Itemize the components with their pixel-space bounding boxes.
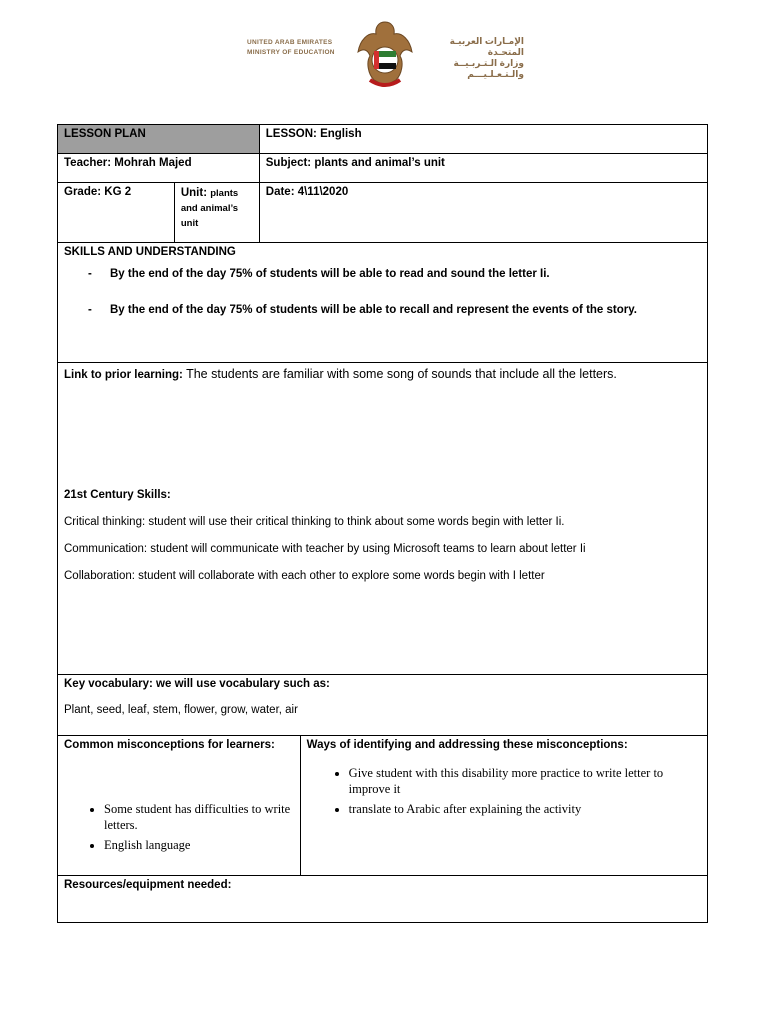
row-grade (58, 183, 708, 243)
ministry-name-arabic-line: وزارة الـتـربـيــة والـتـعـلـيـــم (453, 58, 524, 79)
row-teacher (58, 154, 708, 183)
country-name-arabic: الإمـارات العربيـة المتحـدة (449, 36, 524, 57)
lesson-cell: LESSON: English (259, 125, 707, 154)
ministry-name-english (247, 38, 335, 58)
subject-cell: Subject: plants and animal’s unit (259, 154, 707, 183)
ministry-name: MINISTRY OF EDUCATION (247, 49, 335, 56)
lesson-plan-table (57, 124, 708, 923)
misconceptions-cell (58, 736, 301, 876)
prior-learning-text: The students are familiar with some song of sounds that include all the letters. (186, 367, 617, 381)
resources-cell: Resources/equipment needed: (58, 876, 708, 923)
ways-item: • Give student with this disability more practice to write letter to improve it (349, 765, 701, 797)
skill-item: - By the end of the day 75% of students will be able to recall and represent the events of the story. (64, 304, 701, 316)
ways-list (307, 765, 701, 817)
collaboration-text: Collaboration: student will collaborate with each other to explore some words begin with I letter (64, 570, 545, 582)
skills-cell (58, 243, 708, 363)
ways-cell (300, 736, 707, 876)
unit-cell (174, 183, 259, 243)
ways-title: Ways of identifying and addressing these misconceptions: (306, 739, 628, 751)
ministry-name-arabic (428, 36, 524, 80)
row-lesson (58, 125, 708, 154)
row-misconceptions (58, 736, 708, 876)
critical-thinking-text: Critical thinking: student will use their critical thinking to think about some words begin with letter Ii. (64, 516, 565, 528)
prior-learning-line (64, 367, 701, 381)
country-name: UNITED ARAB EMIRATES (247, 39, 333, 46)
unit-label: Unit: (180, 187, 208, 199)
skills-list (64, 268, 701, 316)
misconception-item: • Some student has difficulties to write letters. (104, 801, 294, 833)
vocabulary-list: Plant, seed, leaf, stem, flower, grow, water, air (64, 704, 298, 716)
vocabulary-title: Key vocabulary: we will use vocabulary such as: (64, 678, 330, 690)
prior-learning-label: Link to prior learning: (64, 369, 183, 381)
date-cell: Date: 4\11\2020 (259, 183, 707, 243)
teacher-cell: Teacher: Mohrah Majed (58, 154, 260, 183)
skill-item: - By the end of the day 75% of students will be able to read and sound the letter Ii. (64, 268, 701, 280)
lesson-plan-cell: LESSON PLAN (58, 125, 260, 154)
row-skills (58, 243, 708, 363)
misconceptions-title: Common misconceptions for learners: (64, 739, 275, 751)
ways-item: • translate to Arabic after explaining the activity (349, 801, 701, 817)
row-vocabulary (58, 675, 708, 736)
vocabulary-cell (58, 675, 708, 736)
prior-learning-cell (58, 363, 708, 675)
unit-value: plants and animal’s unit (180, 188, 239, 229)
row-prior-learning (58, 363, 708, 675)
page-header (0, 0, 768, 110)
century-skills-title: 21st Century Skills: (64, 489, 171, 501)
skills-title: SKILLS AND UNDERSTANDING (64, 246, 236, 258)
uae-emblem-icon (356, 18, 414, 90)
row-resources (58, 876, 708, 923)
communication-text: Communication: student will communicate with teacher by using Microsoft teams to learn about letter Ii (64, 543, 586, 555)
grade-cell: Grade: KG 2 (58, 183, 175, 243)
misconceptions-list (64, 801, 294, 853)
misconception-item: • English language (104, 837, 294, 853)
